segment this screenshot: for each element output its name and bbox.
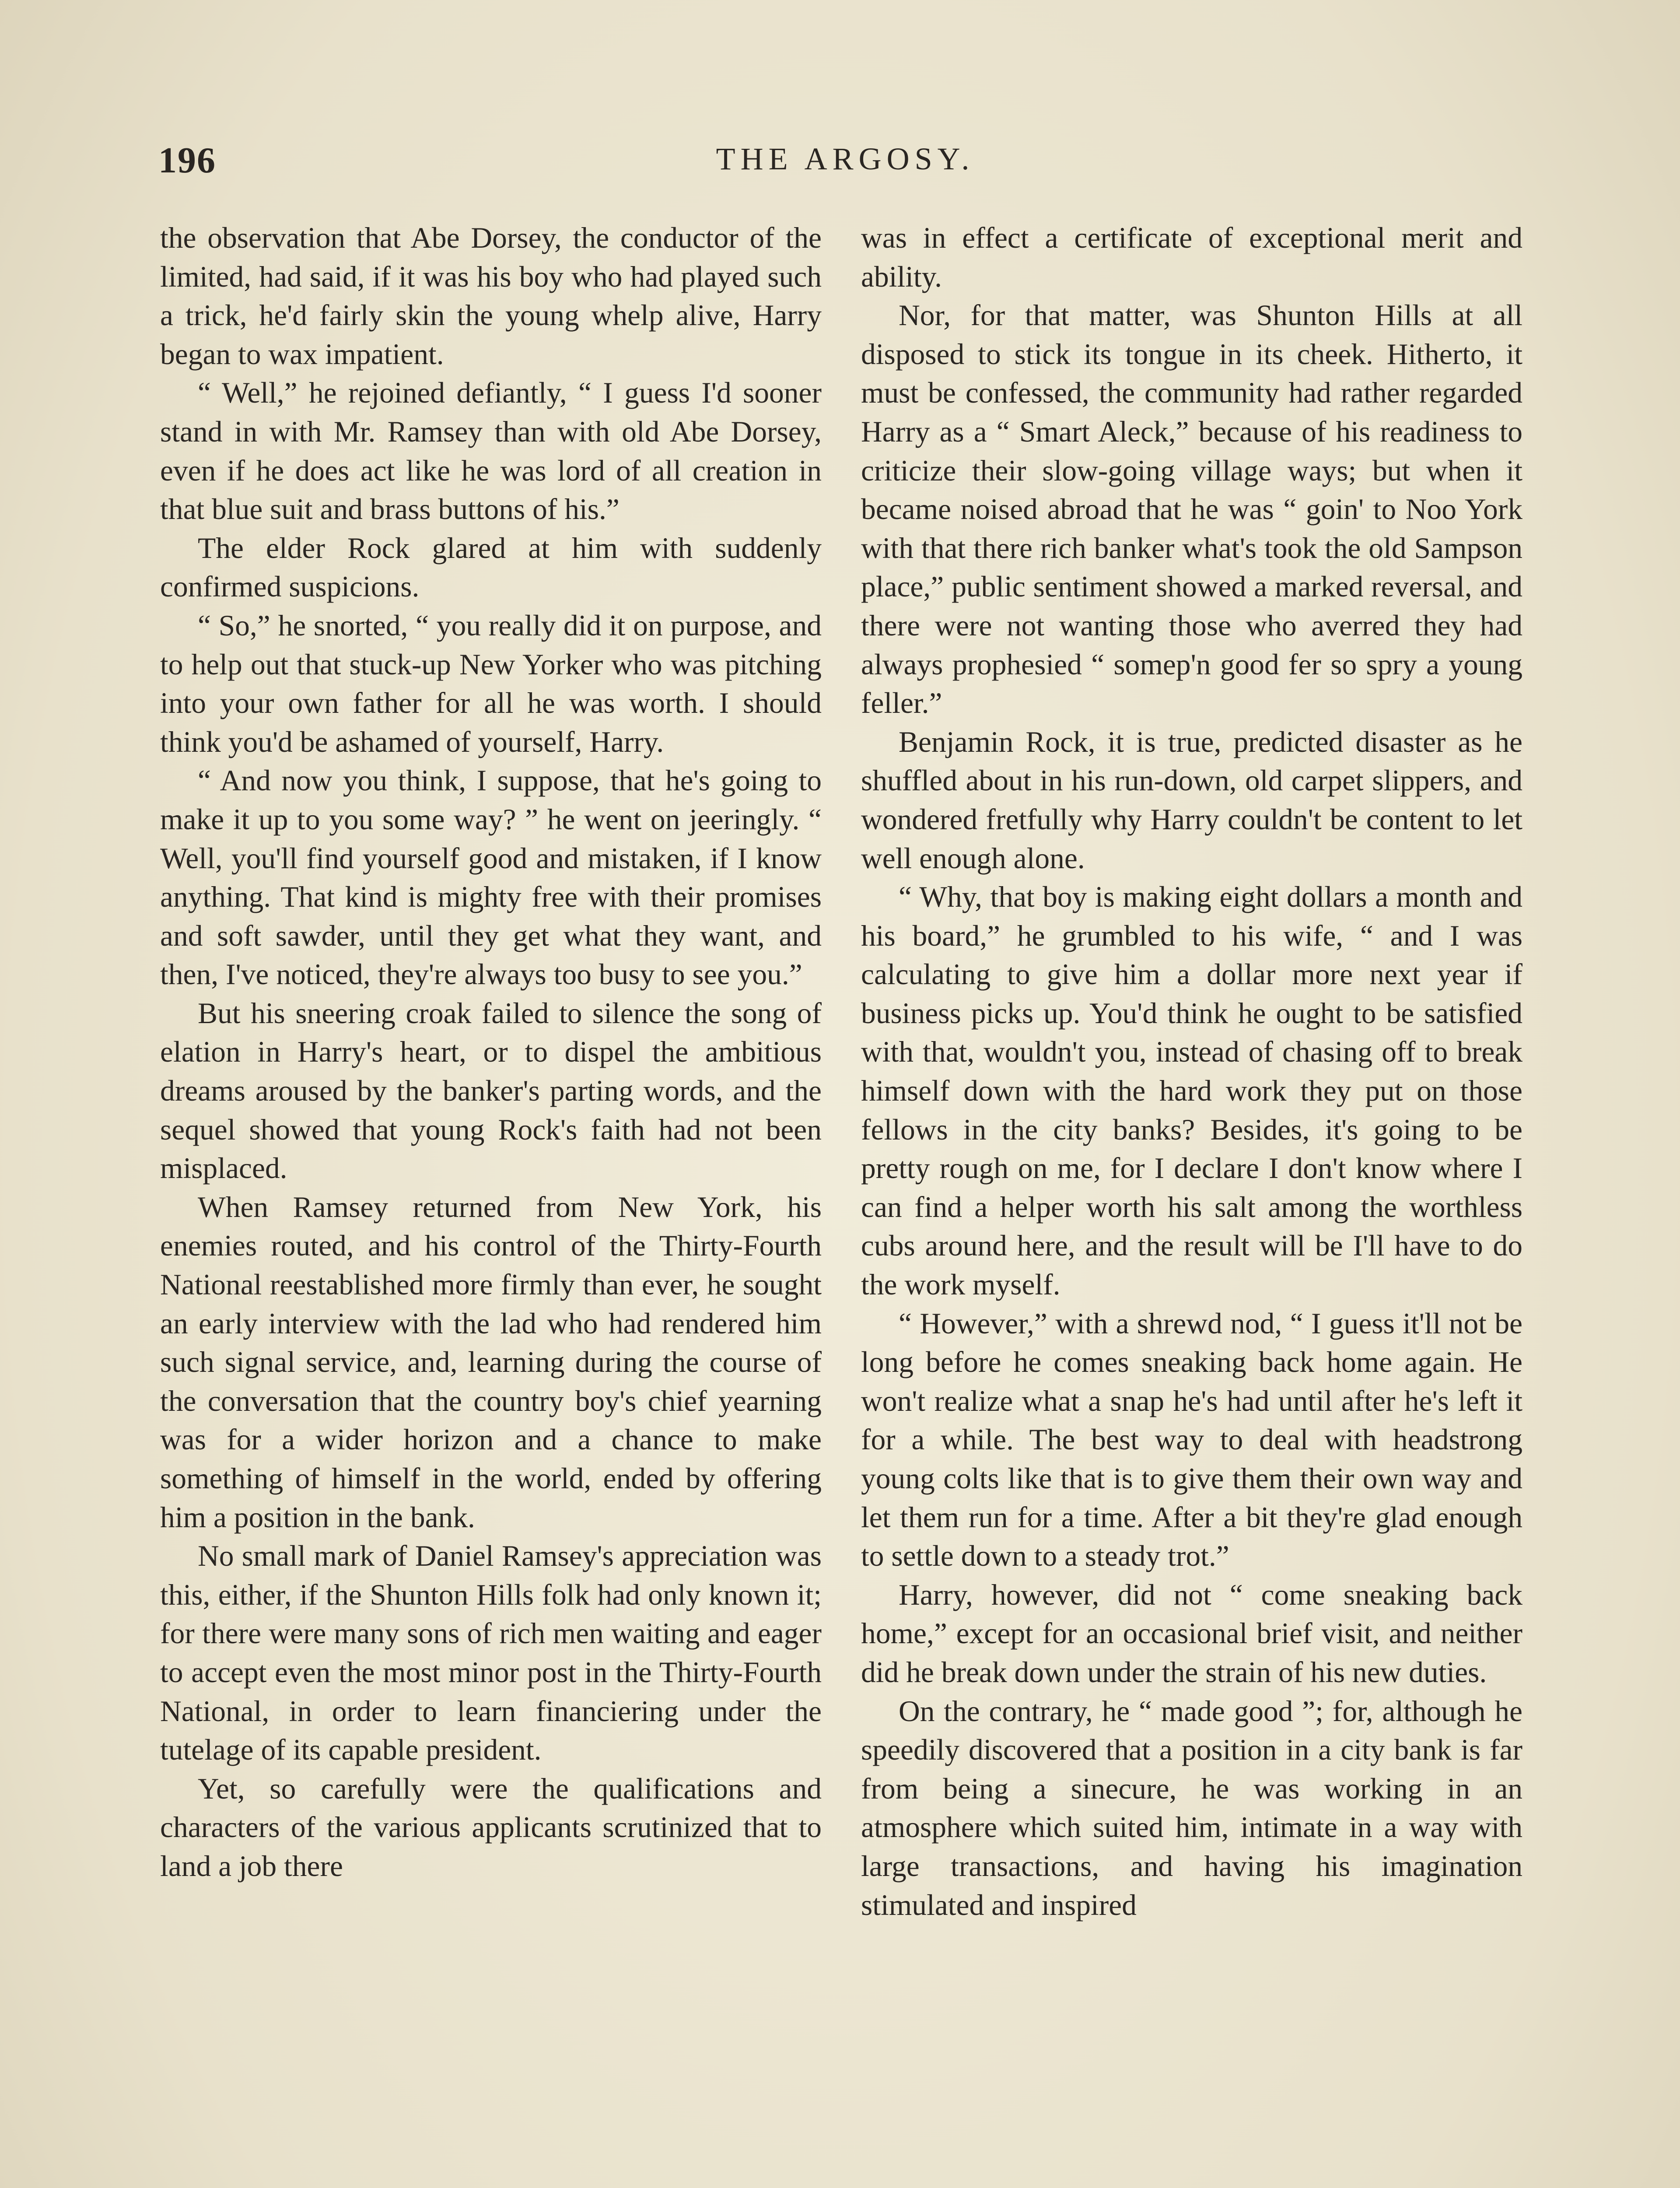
paragraph: When Ramsey returned from New York, his enemies routed, and his control of the Thirty-Fourth National reestablished more firmly than ever, he sought an early interview with the lad who had rendered him such signal service, and, learning during the course of the conversation that the country boy's chief yearning was for a wider horizon and a chance to make something of himself in the world, ended by offering him a position in the bank.	[160, 1190, 822, 1534]
right-column	[861, 219, 1522, 1925]
paragraph: “ Why, that boy is making eight dollars a month and his board,” he grumbled to his wife, “ and I was calculating to give him a dollar more next year if business picks up. You'd think he ought to be satisfied with that, wouldn't you, instead of chasing off to break himself down with the hard work they put on those fellows in the city banks? Besides, it's going to be pretty rough on me, for I declare I don't know where I can find a helper worth his salt among the worthless cubs around here, and the result will be I'll have to do the work myself.	[861, 880, 1522, 1301]
paragraph: On the contrary, he “ made good ”; for, although he speedily discovered that a position in a city bank is far from being a sinecure, he was working in an atmosphere which suited him, intimate in a way with large transactions, and having his imagination stimulated and inspired	[861, 1694, 1522, 1922]
page-number: 196	[158, 140, 216, 181]
paragraph: Benjamin Rock, it is true, predicted disaster as he shuffled about in his run-down, old carpet slippers, and wondered fretfully why Harry couldn't be content to let well enough alone.	[861, 725, 1522, 875]
paragraph: No small mark of Daniel Ramsey's appreciation was this, either, if the Shunton Hills folk had only known it; for there were many sons of rich men waiting and eager to accept even the most minor post in the Thirty-Fourth National, in order to learn financiering under the tutelage of its capable president.	[160, 1539, 822, 1767]
paragraph: Harry, however, did not “ come sneaking back home,” except for an occasional brief visit, and neither did he break down under the strain of his new duties.	[861, 1578, 1522, 1689]
paragraph: The elder Rock glared at him with suddenly confirmed suspicions.	[160, 531, 822, 603]
paragraph: the observation that Abe Dorsey, the conductor of the limited, had said, if it was his boy who had played such a trick, he'd fairly skin the young whelp alive, Harry began to wax impatient.	[160, 221, 822, 371]
paragraph: Nor, for that matter, was Shunton Hills at all disposed to stick its tongue in its cheek. Hitherto, it must be confessed, the community had rather regarded Harry as a “ Smart Aleck,” because of his readiness to criticize their slow-going village ways; but when it became noised abroad that he was “ goin' to Noo York with that there rich banker what's took the old Sampson place,” public sentiment showed a marked reversal, and there were not wanting those who averred they had always prophesied “ somep'n good fer so spry a young feller.”	[861, 299, 1522, 720]
paragraph: “ And now you think, I suppose, that he's going to make it up to you some way? ” he went on jeeringly. “ Well, you'll find yourself good and mistaken, if I know anything. That kind is mighty free with their promises and soft sawder, until they get what they want, and then, I've noticed, they're always too busy to see you.”	[160, 764, 822, 991]
paragraph: was in effect a certificate of exceptional merit and ability.	[861, 221, 1522, 293]
paragraph: “ However,” with a shrewd nod, “ I guess it'll not be long before he comes sneaking back home again. He won't realize what a snap he's had until after he's left it for a while. The best way to deal with headstrong young colts like that is to give them their own way and let them run for a time. After a bit they're glad enough to settle down to a steady trot.”	[861, 1307, 1522, 1573]
left-column	[160, 219, 822, 1886]
paragraph: “ So,” he snorted, “ you really did it on purpose, and to help out that stuck-up New Yorker who was pitching into your own father for all he was worth. I should think you'd be ashamed of yourself, Harry.	[160, 609, 822, 758]
running-head: THE ARGOSY.	[716, 141, 975, 176]
paragraph: Yet, so carefully were the qualifications and characters of the various applicants scrutinized that to land a job there	[160, 1772, 822, 1883]
paragraph: “ Well,” he rejoined defiantly, “ I guess I'd sooner stand in with Mr. Ramsey than with old Abe Dorsey, even if he does act like he was lord of all creation in that blue suit and brass buttons of his.”	[160, 376, 822, 526]
page-header	[158, 139, 1532, 183]
paragraph: But his sneering croak failed to silence the song of elation in Harry's heart, or to dispel the ambitious dreams aroused by the banker's parting words, and the sequel showed that young Rock's faith had not been misplaced.	[160, 996, 822, 1185]
